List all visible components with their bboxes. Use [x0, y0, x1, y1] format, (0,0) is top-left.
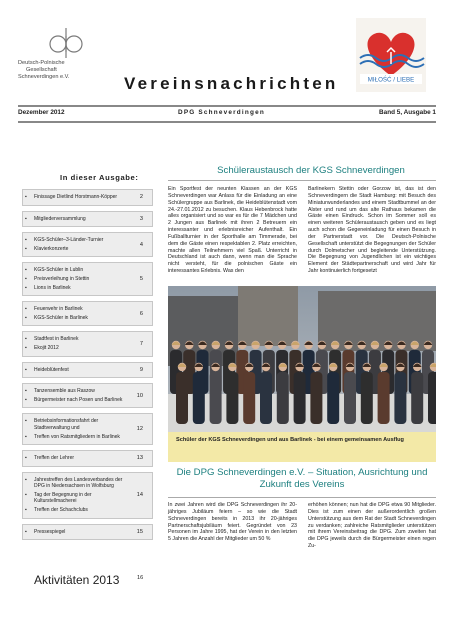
toc-group — [22, 383, 153, 408]
photo-caption: Schüler der KGS Schneverdingen und aus Barlinek - bei einem gemeinsamen Ausflug — [168, 432, 436, 462]
toc-item[interactable]: ▪ Tanzensemble aus Raszow — [23, 388, 128, 395]
toc-group — [22, 450, 153, 467]
toc-page-number: 4 — [139, 241, 143, 248]
toc-item[interactable]: ▪ Pressespiegel — [23, 529, 128, 536]
toc-item[interactable]: ▪ KGS-Schüler–3-Länder-Turnier — [23, 237, 128, 244]
toc-item[interactable]: ▪ Feuerwehr in Barlinek — [23, 306, 128, 313]
heart-caption: MIŁOŚĆ / LIEBE — [367, 76, 415, 84]
issue-org: DPG Schneverdingen — [178, 109, 265, 116]
toc-page-number: 15 — [136, 528, 143, 535]
toc-page-number: 10 — [136, 392, 143, 399]
toc-item[interactable]: ▪ Heideblütenfest — [23, 367, 128, 374]
toc-item[interactable]: ▪ Mitgliederversammlung — [23, 216, 128, 223]
toc-page-number: 7 — [139, 340, 143, 347]
activities-heading: Aktivitäten 2013 — [34, 573, 120, 587]
toc-page-number: 3 — [139, 215, 143, 222]
toc-item[interactable]: ▪ Lions in Barlinek — [23, 285, 128, 292]
article2-title: Die DPG Schneverdingen e.V. – Situation, Ausrichtung und Zukunft des Vereins — [176, 467, 428, 490]
toc-item[interactable]: ▪ Treffen von Ratsmitgliedern in Barlinek — [23, 434, 128, 441]
org-name — [18, 60, 118, 82]
toc-title: In dieser Ausgabe: — [60, 173, 139, 182]
activities-page: 16 — [137, 575, 144, 581]
toc-group — [22, 524, 153, 541]
toc-item[interactable]: ▪ Bürgermeister nach Posen und Barlinek — [23, 397, 128, 404]
org-line-2: Gesellschaft — [26, 67, 57, 74]
article1-rule — [168, 180, 436, 181]
rule-top — [18, 105, 436, 107]
toc-group — [22, 472, 153, 519]
toc-item[interactable]: ▪ Treffen der Schachclubs — [23, 507, 128, 514]
toc-group — [22, 262, 153, 296]
logo-letters: dp — [92, 32, 94, 33]
toc-item[interactable]: ▪ Klavierkonzerte — [23, 246, 128, 253]
toc-group — [22, 232, 153, 257]
table-of-contents — [22, 189, 153, 545]
toc-item[interactable]: ▪ Betriebsinformationsfahrt der Stadtverwaltung und — [23, 418, 128, 431]
toc-item[interactable]: ▪ Ekojit 2012 — [23, 345, 128, 352]
toc-item[interactable]: ▪ Finissage Dietlind Horstmann-Köpper — [23, 194, 128, 201]
article2-rule — [168, 497, 436, 498]
rule-bottom — [18, 121, 436, 123]
toc-page-number: 12 — [136, 426, 143, 433]
toc-group — [22, 331, 153, 356]
toc-item[interactable]: ▪ KGS-Schüler in Barlinek — [23, 315, 128, 322]
issue-line — [18, 109, 436, 119]
toc-page-number: 9 — [139, 366, 143, 373]
dpg-logo — [34, 24, 96, 58]
heart-illustration — [356, 18, 426, 92]
article1-col2: Barlinekern Stettin oder Gorzow ist, das ist den Schneverdingern die Stadt Hamburg: mit Besuch des Miniaturwunderlandes und einem Stadtbummel an der Alster und rund um das alte Rathaus bekamen die Gäste einen Eindruck. Schon im Sommer soll es einen weiteren Schüleraustausch geben und es liegt auch schon die Gegeneinladung für einen Besuch in der Partnerstadt vor. Die Deutsch-Polnische Gesellschaft unterstützt die Begegnungen der Schüler durch Dolmetscher und begleitende Unterstützung. Die Begegnung von Jugendlichen ist ein wichtiges Element der Städtepartnerschaft und wird Jahr für Jahr kontinuierlich fortgesetzt — [308, 186, 436, 275]
toc-page-number: 5 — [139, 276, 143, 283]
article2-col1: In zwei Jahren wird die DPG Schneverdingen ihr 20-jähriges Jubiläum feiern – so wie die Stadt Schneverdingen bereits in 2013 ihr 20-jähriges Partnerschaftsjubiläum feiert. Gegründet von 23 Personen im Jahre 1995, hat der Verein in den letzten 5 Jahren die Anzahl der Mitglieder um 50 % — [168, 502, 297, 543]
toc-group — [22, 413, 153, 445]
toc-item[interactable]: ▪ Tag der Begegnung in der Kulturstellmacherei — [23, 492, 128, 505]
toc-page-number: 6 — [139, 310, 143, 317]
toc-item[interactable]: ▪ Preisverleihung in Stettin — [23, 276, 128, 283]
toc-page-number: 14 — [136, 492, 143, 499]
toc-item[interactable]: ▪ Treffen der Lehrer — [23, 455, 128, 462]
org-line-1: Deutsch-Polnische — [18, 60, 65, 66]
toc-item[interactable]: ▪ KGS-Schüler in Lublin — [23, 267, 128, 274]
toc-group — [22, 211, 153, 228]
heart-graphic — [356, 18, 426, 92]
org-line-3: Schneverdingen e.V. — [18, 74, 70, 81]
toc-item[interactable]: ▪ Jahrestreffen des Landesverbandes der DPG in Niedersachsen in Wolfsburg — [23, 477, 128, 490]
article1-title: Schüleraustausch der KGS Schneverdingen — [217, 165, 405, 176]
group-photo — [168, 286, 436, 432]
toc-group — [22, 189, 153, 206]
article2-col2: erhöhen können; nun hat die DPG etwa 90 Mitglieder. Dies ist zum einen der außerordentlich großen Unterstützung aus dem Rat der Stadt Schneverdingen zu verdanken; zahlreiche Ratsmitglieder unterstützen mit ihrem Vereinsbeitrag die DPG. Zum zweiten hat die DPG jeweils durch die Bürgermeister einen regen Zu- — [308, 502, 436, 550]
toc-page-number: 2 — [139, 194, 143, 201]
toc-group — [22, 301, 153, 326]
toc-item[interactable]: ▪ Stadtfest in Barlinek — [23, 336, 128, 343]
masthead-title: Vereinsnachrichten — [124, 74, 339, 93]
toc-group — [22, 362, 153, 379]
article1-col1: Ein Sportfest der neunten Klassen an der KGS Schneverdingen war Anlass für die Einladung an eine Schülergruppe aus Barlinek, die Heideblütenstadt vom 24.-27.01.2012 zu besuchen. Klaus Hebenbrock hatte alles organisiert und so war es für die 7 Mädchen und 2 Jungen aus Barlinek mit ihren 2 Betreuern ein interessanter und erlebnisreicher Aufenthalt. Ein Fußballturnier in der Sporthalle am Timmerade, bei dem die Gäste einen respektablen 2. Platz erreichten, machte allen Teilnehmern viel Spaß. Unterricht in Deutschland ist auch dann, wenn man die Sprache nicht versteht, für die polnischen Gäste ein interessantes Erlebnis. Was den — [168, 186, 297, 275]
toc-page-number: 13 — [136, 455, 143, 462]
issue-volume: Band 5, Ausgabe 1 — [379, 109, 436, 116]
issue-date: Dezember 2012 — [18, 109, 65, 116]
group-photo-graphic — [168, 286, 436, 432]
